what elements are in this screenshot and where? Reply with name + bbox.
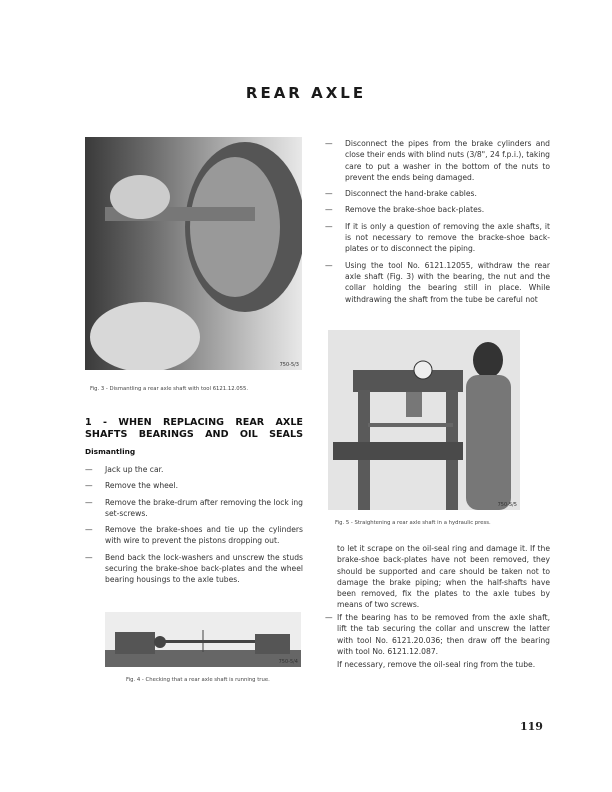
right-bullet-list — [325, 138, 550, 310]
list-item: — Remove the brake-shoes and tie up the cylinders with wire to prevent the pistons dropping out. — [85, 524, 303, 547]
list-item: — Using the tool No. 6121.12055, withdraw the rear axle shaft (Fig. 3) with the bearing, the nut and the collar holding the bearing still in place. While withdrawing the shaft from the tube be careful not — [325, 260, 550, 305]
fig3-ref: 750-5/3 — [279, 362, 299, 368]
list-item: — Jack up the car. — [85, 464, 303, 475]
fig3-photo — [85, 137, 302, 370]
lathe-illustration — [105, 612, 301, 667]
list-item: — Disconnect the pipes from the brake cylinders and close their ends with blind nuts (3/8", 24 f.p.i.), taking care to put a washer in the bottom of the nuts to prevent the ends being damaged. — [325, 138, 550, 183]
list-item: — If the bearing has to be removed from the axle shaft, lift the tab securing the collar and unscrew the latter with tool No. 6121.20.036; then draw off the bearing with tool No. 6121.12.087. — [325, 612, 550, 657]
fig3-caption: Fig. 3 - Dismantling a rear axle shaft with tool 6121.12.055. — [90, 386, 249, 392]
list-item: — Remove the brake-drum after removing the lock ing set-screws. — [85, 497, 303, 520]
hydraulic-press-illustration — [328, 330, 520, 510]
fig5-photo — [328, 330, 520, 510]
fig4-caption: Fig. 4 - Checking that a rear axle shaft is running true. — [126, 677, 270, 683]
fig5-ref: 750-5/5 — [497, 502, 517, 508]
brake-drum-illustration — [85, 137, 302, 370]
list-item: — Remove the brake-shoe back-plates. — [325, 204, 550, 215]
bearing-bullet — [325, 612, 550, 662]
page-number: 119 — [520, 720, 543, 733]
fig4-photo — [105, 612, 301, 667]
continuation-paragraph: to let it scrape on the oil-seal ring and damage it. If the brake-shoe back-plates have not been removed, they should be supported and care should be taken not to damage the brake piping; when the half-shafts have been removed, fix the plates to the axle tubes by means of two screws. — [337, 544, 550, 610]
list-item: — Remove the wheel. — [85, 480, 303, 491]
list-item: — Disconnect the hand-brake cables. — [325, 188, 550, 199]
fig4-ref: 750-5/4 — [278, 659, 298, 665]
subheading-dismantling: Dismantling — [85, 447, 136, 456]
left-bullet-list — [85, 464, 303, 591]
page-title: REAR AXLE — [245, 84, 367, 102]
list-item: — Bend back the lock-washers and unscrew the studs securing the brake-shoe back-plates and the wheel bearing housings to the axle tubes. — [85, 552, 303, 586]
final-paragraph: If necessary, remove the oil-seal ring from the tube. — [337, 660, 536, 669]
fig5-caption: Fig. 5 - Straightening a rear axle shaft in a hydraulic press. — [335, 520, 491, 526]
list-item: — If it is only a question of removing the axle shafts, it is not necessary to remove the bracke-shoe back-plates or to disconnect the piping. — [325, 221, 550, 255]
section-heading: 1 - WHEN REPLACING REAR AXLE SHAFTS BEARINGS AND OIL SEALS — [85, 417, 303, 440]
